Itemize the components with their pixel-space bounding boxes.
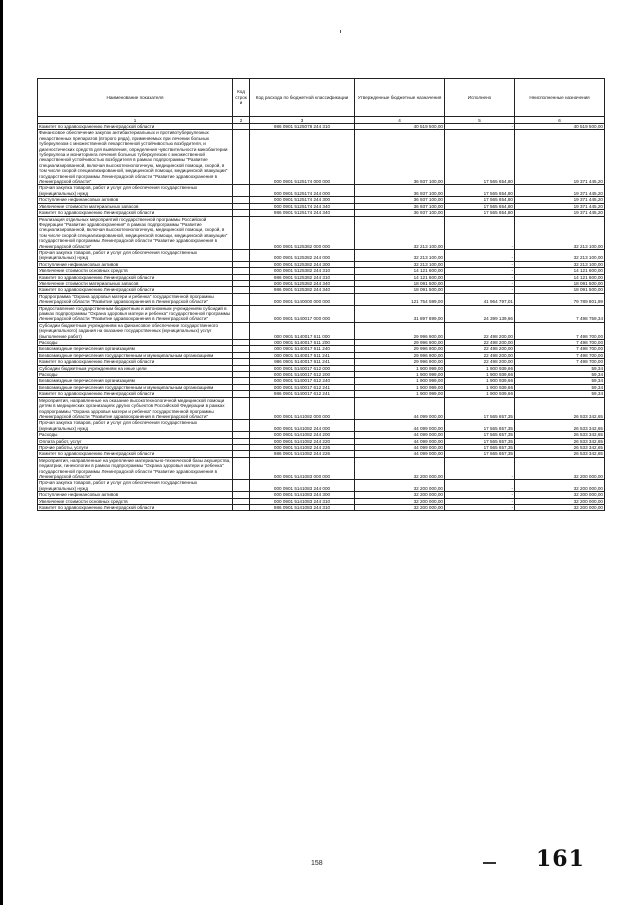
- budget-code-cell: 000 0901 5125382 244 310: [250, 268, 355, 274]
- executed-amount-cell: -: [445, 274, 515, 280]
- budget-code-cell: 000 0901 5141083 244 300: [250, 492, 355, 498]
- approved-amount-cell: 44 099 000,00: [355, 432, 445, 438]
- executed-amount-cell: 17 565 654,80: [445, 185, 515, 197]
- row-name-cell: Прочие работы, услуги: [38, 444, 233, 450]
- executed-amount-cell: -: [445, 287, 515, 293]
- unexecuted-amount-cell: 26 533 342,65: [515, 432, 605, 438]
- row-name-cell: Субсидии бюджетным учреждениям на финансовое обеспечение государственного (муниципального) задания на оказание государственных (муниципальных) услуг (выполнение работ): [38, 322, 233, 339]
- row-name-cell: Увеличение стоимости материальных запасов: [38, 203, 233, 209]
- budget-code-cell: 986 0901 5140017 611 241: [250, 359, 355, 365]
- budget-code-cell: 000 0901 5125382 244 300: [250, 261, 355, 267]
- row-code-cell: [233, 249, 250, 261]
- unexecuted-amount-cell: 7 498 700,00: [515, 340, 605, 346]
- budget-code-cell: 986 0901 5140017 612 241: [250, 391, 355, 397]
- row-name-cell: Безвозмездные перечисления организациям: [38, 378, 233, 384]
- budget-code-cell: 986 0901 5125078 244 310: [250, 124, 355, 130]
- executed-amount-cell: 41 964 797,01: [445, 293, 515, 305]
- col-header-row-code: Код строки: [233, 79, 250, 117]
- column-number-row: [38, 117, 605, 124]
- unexecuted-amount-cell: 19 371 445,20: [515, 130, 605, 185]
- row-code-cell: [233, 505, 250, 511]
- table-row: [38, 480, 605, 492]
- table-body: [38, 124, 605, 511]
- executed-amount-cell: 17 565 657,35: [445, 420, 515, 432]
- approved-amount-cell: 32 213 100,00: [355, 216, 445, 249]
- executed-amount-cell: 17 565 657,35: [445, 451, 515, 457]
- row-name-cell: Расходы: [38, 432, 233, 438]
- budget-code-cell: 000 0901 5125382 244 340: [250, 280, 355, 286]
- budget-code-cell: 000 0901 5140017 611 240: [250, 346, 355, 352]
- unexecuted-amount-cell: 79 789 801,99: [515, 293, 605, 305]
- approved-amount-cell: 36 937 100,00: [355, 197, 445, 203]
- budget-code-cell: 000 0901 5125382 000 000: [250, 216, 355, 249]
- approved-amount-cell: 14 121 600,00: [355, 274, 445, 280]
- executed-amount-cell: 17 565 654,80: [445, 203, 515, 209]
- unexecuted-amount-cell: 7 498 759,34: [515, 305, 605, 322]
- row-name-cell: Субсидии бюджетным учреждениям на иные цели: [38, 365, 233, 371]
- page-number: 158: [311, 860, 323, 867]
- column-number: 2: [233, 117, 250, 124]
- budget-code-cell: 000 0901 5141083 244 310: [250, 498, 355, 504]
- approved-amount-cell: 32 200 000,00: [355, 505, 445, 511]
- unexecuted-amount-cell: 32 213 100,00: [515, 249, 605, 261]
- column-number: 3: [250, 117, 355, 124]
- row-name-cell: Поступление нефинансовых активов: [38, 197, 233, 203]
- executed-amount-cell: 17 565 657,35: [445, 397, 515, 420]
- row-name-cell: Прочая закупка товаров, работ и услуг для обеспечения государственных (муниципальных) нужд: [38, 420, 233, 432]
- table-header-row: [38, 79, 605, 117]
- row-name-cell: Комитет по здравоохранению Ленинградской области: [38, 287, 233, 293]
- row-name-cell: Комитет по здравоохранению Ленинградской области: [38, 505, 233, 511]
- row-code-cell: [233, 130, 250, 185]
- executed-amount-cell: -: [445, 249, 515, 261]
- table-row: [38, 397, 605, 420]
- budget-code-cell: 000 0901 5141082 244 000: [250, 420, 355, 432]
- approved-amount-cell: 44 099 000,00: [355, 397, 445, 420]
- approved-amount-cell: 18 091 500,00: [355, 287, 445, 293]
- budget-code-cell: 986 0901 5125382 244 310: [250, 274, 355, 280]
- unexecuted-amount-cell: 19 371 445,20: [515, 210, 605, 216]
- unexecuted-amount-cell: 32 200 000,00: [515, 498, 605, 504]
- budget-code-cell: 000 0901 5141082 244 220: [250, 438, 355, 444]
- row-name-cell: Прочая закупка товаров, работ и услуг для обеспечения государственных (муниципальных) нужд: [38, 185, 233, 197]
- unexecuted-amount-cell: 32 200 000,00: [515, 480, 605, 492]
- executed-amount-cell: -: [445, 216, 515, 249]
- budget-code-cell: 000 0901 5141083 000 000: [250, 457, 355, 480]
- executed-amount-cell: 22 498 200,00: [445, 359, 515, 365]
- approved-amount-cell: 31 897 899,00: [355, 305, 445, 322]
- budget-code-cell: 986 0901 5125174 244 340: [250, 210, 355, 216]
- approved-amount-cell: 40 519 500,00: [355, 124, 445, 130]
- row-name-cell: Оплата работ, услуг: [38, 438, 233, 444]
- budget-code-cell: 000 0901 5140017 612 240: [250, 378, 355, 384]
- table-row: [38, 420, 605, 432]
- row-name-cell: Комитет по здравоохранению Ленинградской области: [38, 451, 233, 457]
- executed-amount-cell: -: [445, 457, 515, 480]
- row-name-cell: Подпрограмма "Охрана здоровья матери и ребенка" государственной программы Ленинградской области "Развитие здравоохранения в Ленинградской области": [38, 293, 233, 305]
- row-code-cell: [233, 305, 250, 322]
- row-name-cell: Реализация отдельных мероприятий государственной программы Российской Федерации "Развитие здравоохранения" в рамках подпрограммы "Развитие специализированной, включая высокотехнологичную, медицинской помощи, скорой, в том числе скорой специализированной, медицинской помощи, медицинской эвакуации" государственной программы Ленинградской области "Развитие здравоохранения в Ленинградской области": [38, 216, 233, 249]
- budget-code-cell: 000 0901 5140000 000 000: [250, 293, 355, 305]
- row-name-cell: Расходы: [38, 340, 233, 346]
- budget-code-cell: 000 0901 5125174 244 300: [250, 197, 355, 203]
- unexecuted-amount-cell: 40 519 500,00: [515, 124, 605, 130]
- row-name-cell: Безвозмездные перечисления государственным и муниципальным организациям: [38, 384, 233, 390]
- scan-left-edge: [0, 0, 3, 905]
- approved-amount-cell: 29 996 900,00: [355, 340, 445, 346]
- executed-amount-cell: -: [445, 498, 515, 504]
- row-name-cell: Расходы: [38, 372, 233, 378]
- unexecuted-amount-cell: 7 498 700,00: [515, 352, 605, 358]
- budget-code-cell: 000 0901 5125174 000 000: [250, 130, 355, 185]
- column-number: 4: [355, 117, 445, 124]
- table-row: [38, 505, 605, 511]
- row-code-cell: [233, 457, 250, 480]
- row-name-cell: Увеличение стоимости основных средств: [38, 268, 233, 274]
- executed-amount-cell: -: [445, 261, 515, 267]
- executed-amount-cell: 17 565 657,35: [445, 444, 515, 450]
- executed-amount-cell: 22 498 200,00: [445, 346, 515, 352]
- row-name-cell: Безвозмездные перечисления организациям: [38, 346, 233, 352]
- approved-amount-cell: 14 121 600,00: [355, 268, 445, 274]
- budget-code-cell: 000 0901 5141082 244 226: [250, 444, 355, 450]
- col-header-unexecuted: Неисполненные назначения: [515, 79, 605, 117]
- executed-amount-cell: 1 900 939,66: [445, 391, 515, 397]
- row-name-cell: Увеличение стоимости материальных запасов: [38, 280, 233, 286]
- approved-amount-cell: 44 099 000,00: [355, 420, 445, 432]
- unexecuted-amount-cell: 18 091 500,00: [515, 287, 605, 293]
- unexecuted-amount-cell: 59,34: [515, 372, 605, 378]
- row-name-cell: Финансовое обеспечение закупок антибактериальных и противотуберкулезных лекарственных препаратов (второго ряда), применяемых при лечении больных туберкулезом с множественной лекарственной устойчивостью возбудителя, и диагностических средств для выявления, определения чувствительности микобактерии туберкулеза и мониторинга лечения больных туберкулезом с множественной лекарственной устойчивостью возбудителя в рамках подпрограммы "Развитие специализированной, включая высокотехнологичную, медицинской помощи, скорой, в том числе скорой специализированной, медицинской помощи, медицинской эвакуации" государственной программы Ленинградской области "Развитие здравоохранения в Ленинградской области": [38, 130, 233, 185]
- row-code-cell: [233, 216, 250, 249]
- executed-amount-cell: 17 565 654,80: [445, 197, 515, 203]
- approved-amount-cell: 36 937 100,00: [355, 203, 445, 209]
- unexecuted-amount-cell: 59,34: [515, 365, 605, 371]
- unexecuted-amount-cell: 32 213 100,00: [515, 216, 605, 249]
- row-code-cell: [233, 397, 250, 420]
- row-code-cell: [233, 480, 250, 492]
- table-row: [38, 293, 605, 305]
- approved-amount-cell: 32 200 000,00: [355, 498, 445, 504]
- budget-code-cell: 000 0901 5141082 000 000: [250, 397, 355, 420]
- executed-amount-cell: -: [445, 268, 515, 274]
- row-code-cell: [233, 185, 250, 197]
- budget-code-cell: 000 0901 5141082 244 200: [250, 432, 355, 438]
- unexecuted-amount-cell: 26 533 342,65: [515, 438, 605, 444]
- budget-code-cell: 000 0901 5140017 612 000: [250, 365, 355, 371]
- scan-mark: [340, 30, 341, 33]
- row-name-cell: Комитет по здравоохранению Ленинградской области: [38, 124, 233, 130]
- budget-code-cell: 986 0901 5141083 244 310: [250, 505, 355, 511]
- unexecuted-amount-cell: 59,34: [515, 378, 605, 384]
- col-header-budget-code: Код расхода по бюджетной классификации: [250, 79, 355, 117]
- approved-amount-cell: 32 213 100,00: [355, 261, 445, 267]
- approved-amount-cell: 18 091 500,00: [355, 280, 445, 286]
- approved-amount-cell: 44 099 000,00: [355, 438, 445, 444]
- unexecuted-amount-cell: 26 533 342,65: [515, 397, 605, 420]
- executed-amount-cell: 1 900 939,66: [445, 384, 515, 390]
- budget-code-cell: 000 0901 5140017 611 000: [250, 322, 355, 339]
- row-name-cell: Безвозмездные перечисления государственным и муниципальным организациям: [38, 352, 233, 358]
- approved-amount-cell: 29 996 900,00: [355, 352, 445, 358]
- executed-amount-cell: 1 900 939,66: [445, 372, 515, 378]
- row-name-cell: Комитет по здравоохранению Ленинградской области: [38, 359, 233, 365]
- column-number: 1: [38, 117, 233, 124]
- executed-amount-cell: -: [445, 280, 515, 286]
- column-number: 5: [445, 117, 515, 124]
- executed-amount-cell: 1 900 939,66: [445, 378, 515, 384]
- row-code-cell: [233, 420, 250, 432]
- unexecuted-amount-cell: 26 533 342,65: [515, 444, 605, 450]
- approved-amount-cell: 32 200 000,00: [355, 457, 445, 480]
- executed-amount-cell: -: [445, 480, 515, 492]
- executed-amount-cell: 17 565 657,35: [445, 432, 515, 438]
- executed-amount-cell: -: [445, 124, 515, 130]
- unexecuted-amount-cell: 14 121 600,00: [515, 274, 605, 280]
- row-name-cell: Прочая закупка товаров, работ и услуг для обеспечения государственных (муниципальных) нужд: [38, 480, 233, 492]
- row-name-cell: Мероприятия, направленные на оказание высокотехнологичной медицинской помощи детям в медицинских организациях других субъектов Российской Федерации в рамках подпрограммы "Охрана здоровья матери и ребенка" государственной программы Ленинградской области "Развитие здравоохранения в Ленинградской области": [38, 397, 233, 420]
- unexecuted-amount-cell: 14 121 600,00: [515, 268, 605, 274]
- row-name-cell: Комитет по здравоохранению Ленинградской области: [38, 391, 233, 397]
- unexecuted-amount-cell: 26 533 342,65: [515, 420, 605, 432]
- approved-amount-cell: 1 900 999,00: [355, 365, 445, 371]
- unexecuted-amount-cell: 59,34: [515, 384, 605, 390]
- row-name-cell: Увеличение стоимости основных средств: [38, 498, 233, 504]
- unexecuted-amount-cell: 7 498 700,00: [515, 346, 605, 352]
- executed-amount-cell: 24 399 139,66: [445, 305, 515, 322]
- executed-amount-cell: -: [445, 505, 515, 511]
- approved-amount-cell: 36 937 100,00: [355, 130, 445, 185]
- approved-amount-cell: 32 200 000,00: [355, 492, 445, 498]
- executed-amount-cell: 22 498 200,00: [445, 352, 515, 358]
- budget-execution-table: [37, 78, 605, 511]
- row-name-cell: Прочая закупка товаров, работ и услуг для обеспечения государственных (муниципальных) нужд: [38, 249, 233, 261]
- approved-amount-cell: 1 900 999,00: [355, 378, 445, 384]
- budget-code-cell: 000 0901 5140017 612 200: [250, 372, 355, 378]
- executed-amount-cell: -: [445, 492, 515, 498]
- unexecuted-amount-cell: 59,34: [515, 391, 605, 397]
- column-number: 6: [515, 117, 605, 124]
- row-name-cell: Мероприятия, направленные на укрепление материально-технической базы акушерства, педиатрии, гинекологии в рамках подпрограммы "Охрана здоровья матери и ребенка" государственной программы Ленинградской области "Развитие здравоохранения в Ленинградской области": [39, 457, 231, 479]
- budget-code-cell: 000 0901 5125174 244 000: [250, 185, 355, 197]
- approved-amount-cell: 36 937 100,00: [355, 185, 445, 197]
- approved-amount-cell: 29 996 900,00: [355, 359, 445, 365]
- table-row: [38, 457, 605, 480]
- budget-code-cell: 000 0901 5140017 000 000: [250, 305, 355, 322]
- unexecuted-amount-cell: 19 371 445,20: [515, 203, 605, 209]
- approved-amount-cell: 29 996 900,00: [355, 322, 445, 339]
- approved-amount-cell: 44 099 000,00: [355, 444, 445, 450]
- unexecuted-amount-cell: 32 200 000,00: [515, 457, 605, 480]
- budget-code-cell: 000 0901 5125382 244 000: [250, 249, 355, 261]
- approved-amount-cell: 36 937 100,00: [355, 210, 445, 216]
- row-name-cell: Поступление нефинансовых активов: [38, 492, 233, 498]
- executed-amount-cell: 17 565 654,80: [445, 130, 515, 185]
- unexecuted-amount-cell: 19 371 445,20: [515, 185, 605, 197]
- unexecuted-amount-cell: 19 371 445,20: [515, 197, 605, 203]
- col-header-approved: Утвержденные бюджетные назначения: [355, 79, 445, 117]
- unexecuted-amount-cell: 32 200 000,00: [515, 492, 605, 498]
- row-name-cell: Комитет по здравоохранению Ленинградской области: [38, 210, 233, 216]
- row-name-cell: Комитет по здравоохранению Ленинградской области: [38, 274, 233, 280]
- approved-amount-cell: 29 996 900,00: [355, 346, 445, 352]
- row-name-cell: Предоставление государственным бюджетным и автономным учреждениям субсидий в рамках подпрограммы "Охрана здоровья матери и ребенка" государственной программы Ленинградской области "Развитие здравоохранения в Ленинградской области": [38, 305, 233, 322]
- row-code-cell: [233, 293, 250, 305]
- stamped-page-number: 161: [536, 846, 585, 872]
- col-header-executed: Исполнено: [445, 79, 515, 117]
- budget-code-cell: 986 0901 5125382 244 340: [250, 287, 355, 293]
- executed-amount-cell: 17 565 657,35: [445, 438, 515, 444]
- row-name-cell: Поступление нефинансовых активов: [38, 261, 233, 267]
- table-row: [38, 216, 605, 249]
- unexecuted-amount-cell: 32 213 100,00: [515, 261, 605, 267]
- table-row: [38, 130, 605, 185]
- budget-code-cell: 000 0901 5125174 244 340: [250, 203, 355, 209]
- unexecuted-amount-cell: 26 533 342,65: [515, 451, 605, 457]
- unexecuted-amount-cell: 7 498 700,00: [515, 322, 605, 339]
- approved-amount-cell: 1 900 999,00: [355, 384, 445, 390]
- table-row: [38, 322, 605, 339]
- approved-amount-cell: 1 900 999,00: [355, 391, 445, 397]
- approved-amount-cell: 32 200 000,00: [355, 480, 445, 492]
- budget-code-cell: 986 0901 5141082 244 226: [250, 451, 355, 457]
- budget-code-cell: 000 0901 5140017 611 200: [250, 340, 355, 346]
- table-row: [38, 305, 605, 322]
- unexecuted-amount-cell: 7 498 700,00: [515, 359, 605, 365]
- budget-code-cell: 000 0901 5141083 244 000: [250, 480, 355, 492]
- col-header-name: Наименование показателя: [38, 79, 233, 117]
- handwritten-dash: [483, 862, 496, 864]
- row-code-cell: [233, 322, 250, 339]
- approved-amount-cell: 44 099 000,00: [355, 451, 445, 457]
- approved-amount-cell: 1 900 999,00: [355, 372, 445, 378]
- unexecuted-amount-cell: 32 200 000,00: [515, 505, 605, 511]
- approved-amount-cell: 121 754 599,00: [355, 293, 445, 305]
- table-row: [38, 249, 605, 261]
- executed-amount-cell: 17 565 654,80: [445, 210, 515, 216]
- budget-code-cell: 000 0901 5140017 611 241: [250, 352, 355, 358]
- unexecuted-amount-cell: 18 091 500,00: [515, 280, 605, 286]
- executed-amount-cell: 1 900 939,66: [445, 365, 515, 371]
- approved-amount-cell: 32 213 100,00: [355, 249, 445, 261]
- budget-code-cell: 000 0901 5140017 612 241: [250, 384, 355, 390]
- executed-amount-cell: 22 498 200,00: [445, 340, 515, 346]
- executed-amount-cell: 22 498 200,00: [445, 322, 515, 339]
- table-row: [38, 185, 605, 197]
